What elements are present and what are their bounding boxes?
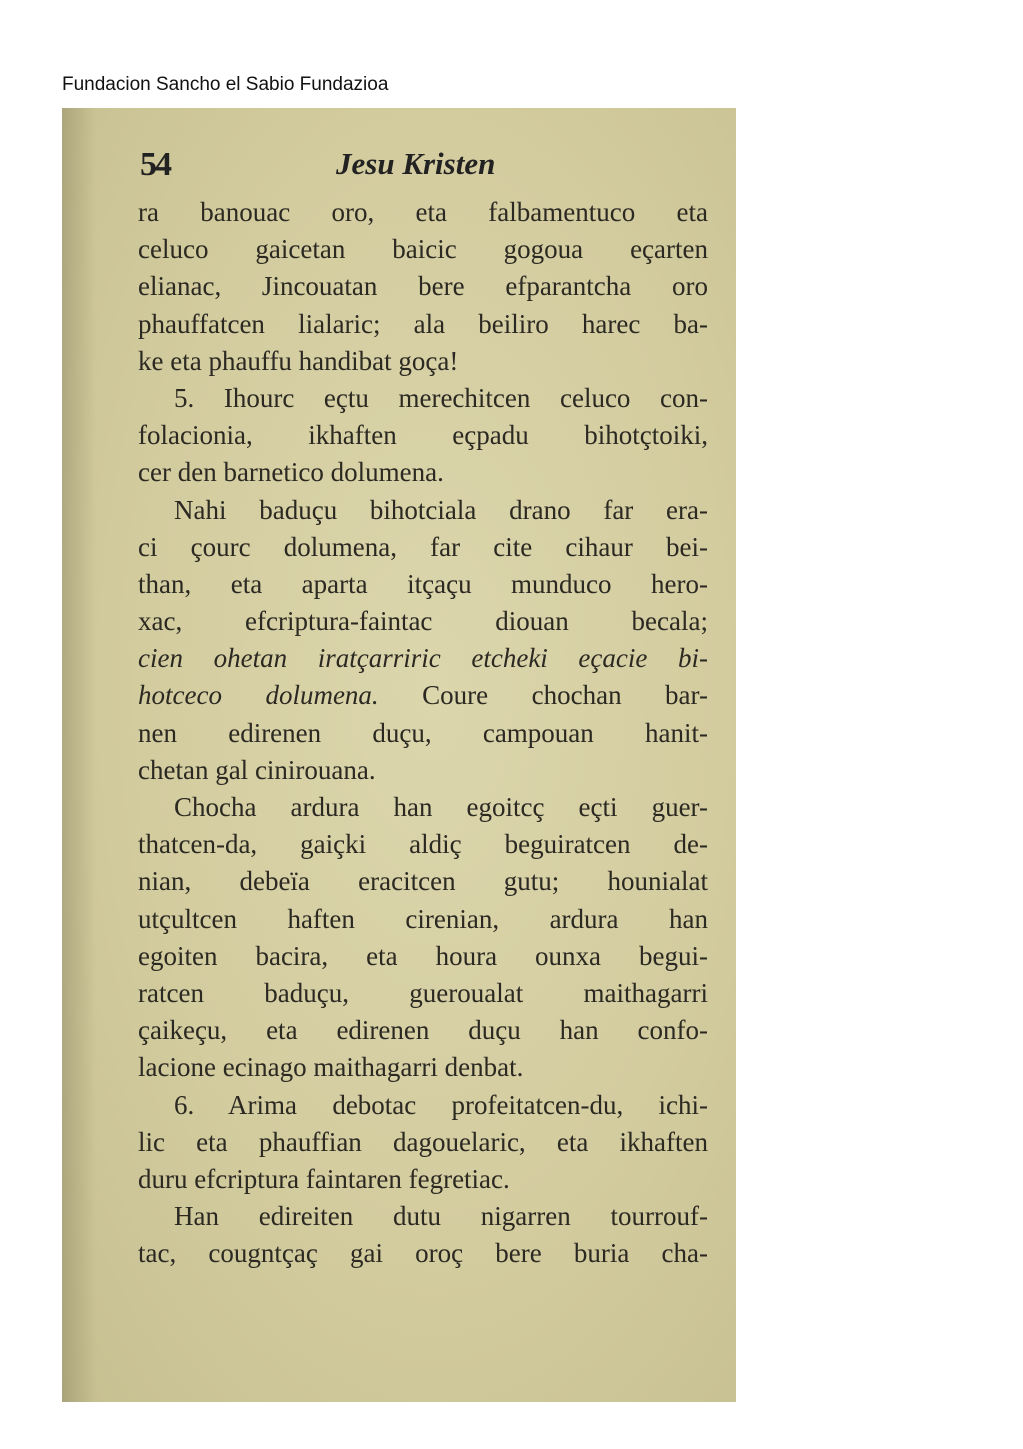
text-line: nian, debeïa eracitcen gutu; hounialat <box>138 866 708 897</box>
text-line: Han edireiten dutu nigarren tourrouf- <box>174 1201 708 1232</box>
text-line: folacionia, ikhaften eçpadu bihotçtoiki, <box>138 420 708 451</box>
text-line: Nahi baduçu bihotciala drano far era- <box>174 494 708 525</box>
running-title: Jesu Kristen <box>336 146 496 181</box>
text-line: ci çourc dolumena, far cite cihaur bei- <box>138 531 708 562</box>
text-line: chetan gal cinirouana. <box>138 754 376 785</box>
text-line: çaikeçu, eta edirenen duçu han confo- <box>138 1015 708 1046</box>
text-line: xac, efcriptura-faintac diouan becala; <box>138 606 708 637</box>
text-line: 5. Ihourc eçtu merechitcen celuco con- <box>174 382 708 413</box>
text-line: 6. Arima debotac profeitatcen-du, ichi- <box>174 1089 708 1120</box>
page-number: 54 <box>140 146 170 183</box>
text-line: hotceco dolumena. Coure chochan bar- <box>138 680 708 711</box>
text-line: celuco gaicetan baicic gogoua eçarten <box>138 234 708 265</box>
text-line: phauffatcen lialaric; ala beiliro harec ba- <box>138 308 708 339</box>
text-line: ra banouac oro, eta falbamentuco eta <box>138 197 708 227</box>
text-line: tac, cougntçaç gai oroç bere buria cha- <box>138 1238 708 1269</box>
page-header <box>140 146 708 186</box>
text-line: duru efcriptura faintaren fegretiac. <box>138 1163 510 1194</box>
text-line: than, eta aparta itçaçu munduco hero- <box>138 568 708 599</box>
text-line: cer den barnetico dolumena. <box>138 457 444 488</box>
text-line: nen edirenen duçu, campouan hanit- <box>138 717 708 748</box>
scanned-book-page <box>62 108 736 1402</box>
text-line: ratcen baduçu, gueroualat maithagarri <box>138 977 708 1008</box>
text-line: elianac, Jincouatan bere efparantcha oro <box>138 271 708 302</box>
watermark-text: Fundacion Sancho el Sabio Fundazioa <box>62 74 389 95</box>
body-text <box>138 194 708 1272</box>
text-line: utçultcen haften cirenian, ardura han <box>138 903 708 934</box>
text-line: lic eta phauffian dagouelaric, eta ikhaften <box>138 1126 708 1157</box>
text-line: ke eta phauffu handibat goça! <box>138 345 459 376</box>
text-line: egoiten bacira, eta houra ounxa begui- <box>138 940 708 971</box>
text-line: cien ohetan iratçarriric etcheki eçacie bi- <box>138 643 708 674</box>
text-line: thatcen-da, gaiçki aldiç beguiratcen de- <box>138 829 708 860</box>
text-line: Chocha ardura han egoitcç eçti guer- <box>174 792 708 822</box>
text-line: lacione ecinago maithagarri denbat. <box>138 1052 524 1083</box>
